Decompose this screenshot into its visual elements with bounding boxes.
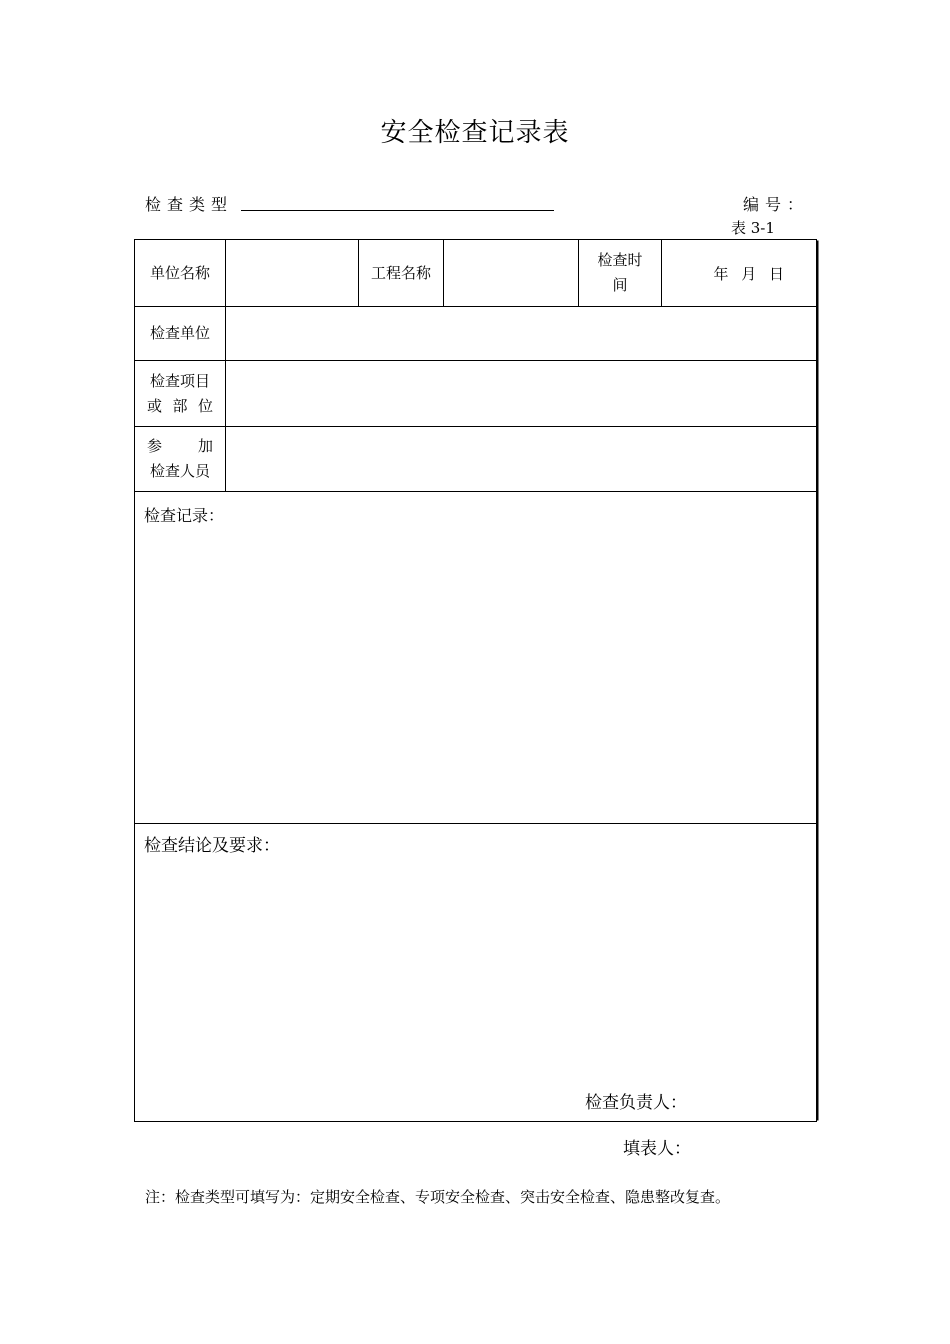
inspect-item-field[interactable] [226, 361, 817, 427]
conclusion-area[interactable] [135, 824, 817, 1122]
inspection-form-table [134, 239, 817, 1122]
serial-number-label: 编号： [743, 195, 810, 214]
inspect-unit-label: 检查单位 [135, 307, 226, 361]
footnote: 注：检查类型可填写为：定期安全检查、专项安全检查、突击安全检查、隐患整改复查。 [145, 1188, 731, 1206]
inspect-item-label-line-2 [135, 394, 225, 419]
participants-label-line-1 [135, 434, 225, 459]
inspect-item-char: 或 [147, 396, 163, 415]
table-row [135, 361, 817, 427]
inspect-type-label: 检查类型 [145, 195, 234, 214]
participants-label [135, 427, 226, 492]
inspection-record-label: 检查记录： [144, 506, 225, 525]
unit-name-label: 单位名称 [135, 240, 226, 307]
table-row [135, 427, 817, 492]
page-title: 安全检查记录表 [380, 118, 570, 148]
participants-field[interactable] [226, 427, 817, 492]
inspect-date-field[interactable]: 年 月 日 [662, 240, 817, 307]
form-filler-label: 填表人： [623, 1139, 691, 1159]
inspect-item-char: 位 [197, 396, 213, 415]
inspection-record-area[interactable] [135, 492, 817, 824]
table-row [135, 240, 817, 307]
participants-char: 加 [197, 437, 213, 455]
inspect-time-label [579, 240, 662, 307]
inspect-time-label-line-2: 间 [612, 276, 628, 294]
table-row [135, 307, 817, 361]
inspect-item-label-line-1: 检查项目 [149, 371, 210, 390]
participants-label-line-2: 检查人员 [149, 462, 210, 480]
unit-name-field[interactable] [226, 240, 359, 307]
inspect-item-char: 部 [172, 396, 188, 415]
inspect-type-field[interactable] [241, 210, 554, 211]
conclusion-label: 检查结论及要求： [144, 836, 280, 856]
project-name-label: 工程名称 [359, 240, 444, 307]
table-number: 表 3-1 [731, 219, 775, 237]
table-row [135, 824, 817, 1122]
inspection-leader-label: 检查负责人： [585, 1093, 687, 1113]
participants-char: 参 [147, 437, 163, 455]
inspect-unit-field[interactable] [226, 307, 817, 361]
inspect-item-label [135, 361, 226, 427]
inspect-time-label-line-1: 检查时 [597, 251, 643, 269]
table-row [135, 492, 817, 824]
project-name-field[interactable] [444, 240, 579, 307]
